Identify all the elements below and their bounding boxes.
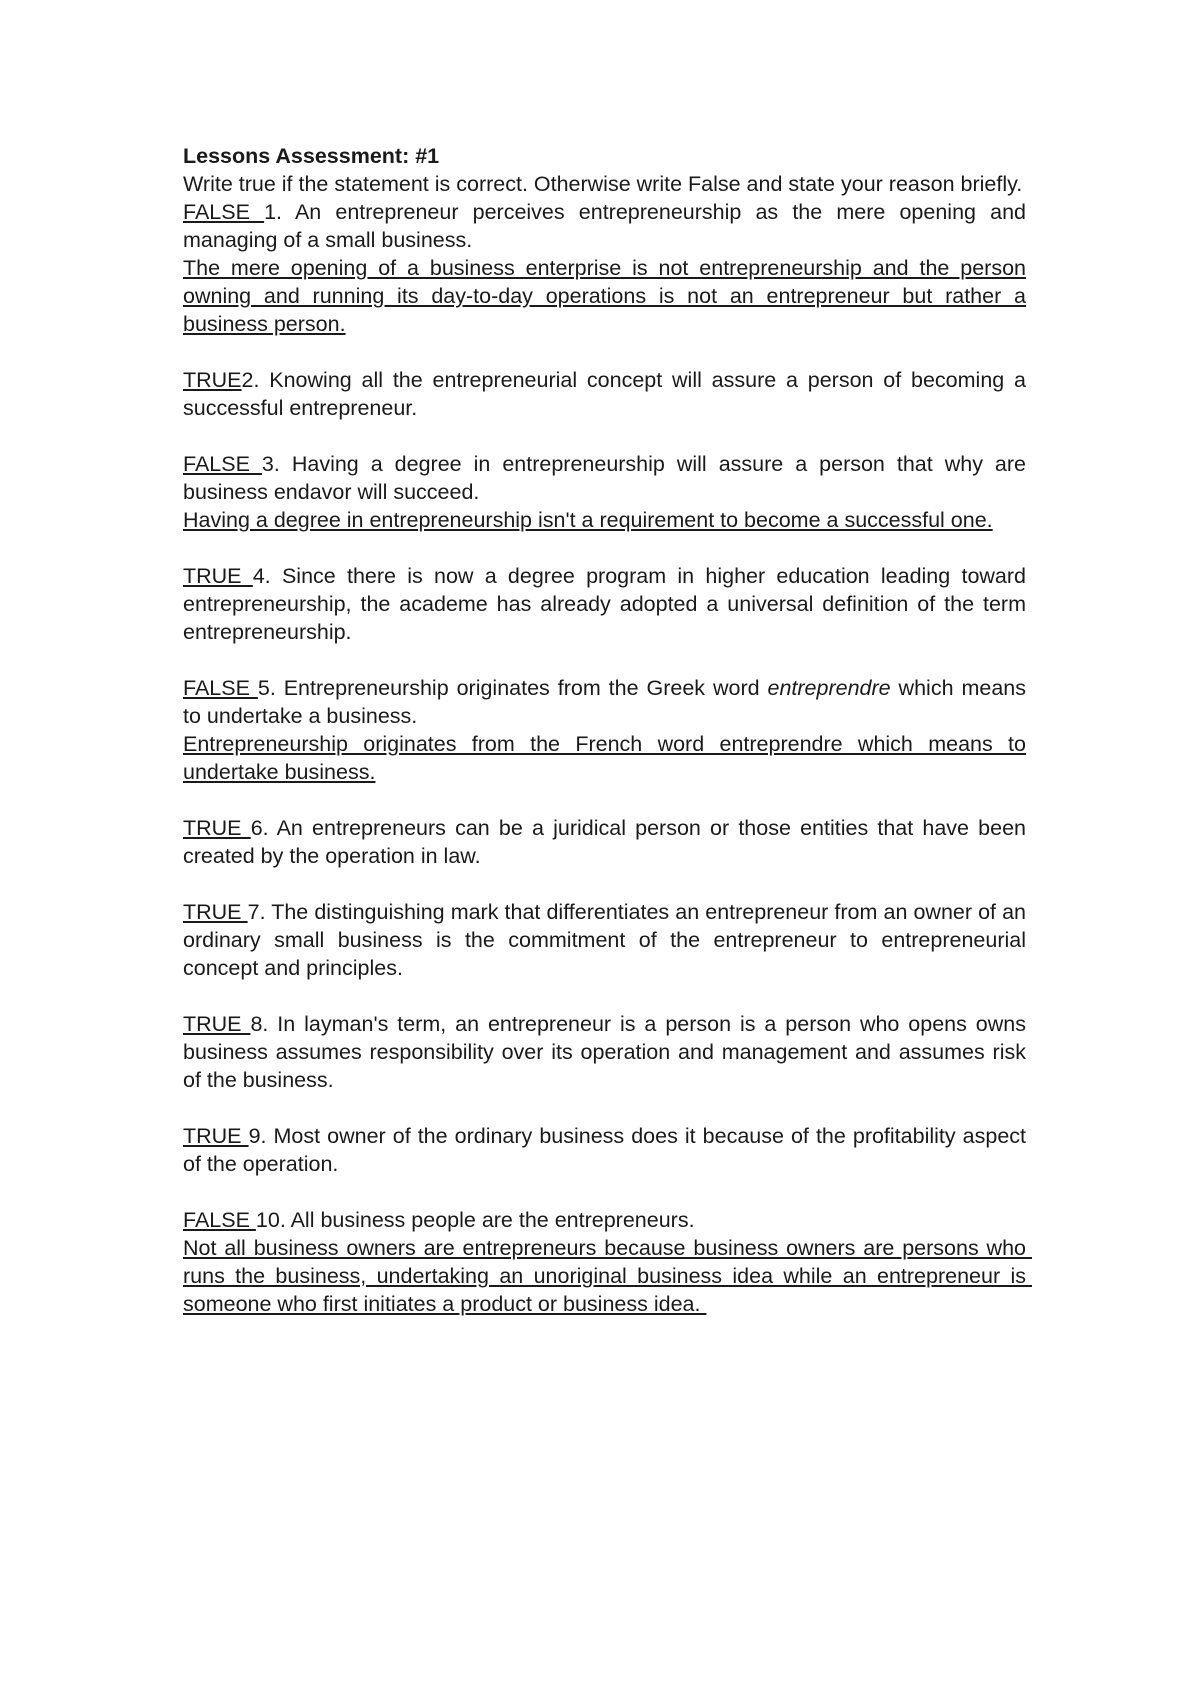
statement: 5. Entrepreneurship originates from the Greek word: [257, 676, 768, 700]
answer-label: TRUE: [183, 900, 248, 924]
question-10: [183, 1206, 1026, 1234]
question-item-2: [183, 366, 1026, 422]
question-2: [183, 366, 1026, 422]
question-9: [183, 1122, 1026, 1178]
reason: Entrepreneurship originates from the French word entreprendre which means to undertake business.: [183, 732, 1026, 784]
question-item-10: [183, 1206, 1032, 1318]
question-item-8: [183, 1010, 1026, 1094]
answer-label: TRUE: [183, 816, 251, 840]
answer-label: FALSE: [183, 1208, 256, 1232]
instructions: Write true if the statement is correct. Otherwise write False and state your reason briefly.: [183, 172, 1023, 196]
statement: 10. All business people are the entrepreneurs.: [255, 1208, 695, 1232]
reason: Not all business owners are entrepreneurs because business owners are persons who runs the business, undertaking an unoriginal business idea while an entrepreneur is someone who first initiates a product or business idea.: [183, 1236, 1032, 1316]
question-1: [183, 198, 1026, 254]
answer-label: FALSE: [183, 452, 262, 476]
statement: 6. An entrepreneurs can be a juridical person or those entities that have been created by the operation in law.: [183, 816, 1026, 868]
question-item-6: [183, 814, 1026, 870]
page-title: Lessons Assessment: #1: [183, 144, 440, 168]
question-item-7: [183, 898, 1026, 982]
statement-end: which means to undertake a business.: [183, 676, 1026, 728]
question-7: [183, 898, 1026, 982]
statement: 2. Knowing all the entrepreneurial concept will assure a person of becoming a successful entrepreneur.: [183, 368, 1026, 420]
statement: 1. An entrepreneur perceives entrepreneurship as the mere opening and managing of a small business.: [183, 200, 1026, 252]
question-item-1: [183, 198, 1026, 338]
question-8: [183, 1010, 1026, 1094]
question-5: [183, 674, 1026, 730]
reason: Having a degree in entrepreneurship isn't a requirement to become a successful one.: [183, 508, 993, 532]
statement: 8. In layman's term, an entrepreneur is a person is a person who opens owns business assumes responsibility over its operation and management and assumes risk of the business.: [183, 1012, 1027, 1092]
question-item-9: [183, 1122, 1026, 1178]
answer-label: TRUE: [183, 564, 253, 588]
statement: 3. Having a degree in entrepreneurship will assure a person that why are business endavor will succeed.: [183, 452, 1027, 504]
statement-italic-word: entreprendre: [767, 676, 891, 700]
statement: 7. The distinguishing mark that differentiates an entrepreneur from an owner of an ordinary small business is the commitment of the entrepreneur to entrepreneurial concept and principles.: [183, 900, 1027, 980]
question-item-5: [183, 674, 1026, 786]
reason: The mere opening of a business enterprise is not entrepreneurship and the person owning and running its day-to-day operations is not an entrepreneur but rather a business person.: [183, 256, 1026, 336]
question-item-3: [183, 450, 1026, 534]
answer-label: TRUE: [183, 1012, 251, 1036]
statement: 4. Since there is now a degree program in higher education leading toward entrepreneurship, the academe has already adopted a universal definition of the term entrepreneurship.: [183, 564, 1026, 644]
question-3: [183, 450, 1026, 506]
question-4: [183, 562, 1026, 646]
assessment-document: [183, 142, 1032, 1346]
question-item-4: [183, 562, 1026, 646]
answer-label: TRUE: [183, 368, 242, 392]
answer-label: TRUE: [183, 1124, 249, 1148]
answer-label: FALSE: [183, 676, 258, 700]
answer-label: FALSE: [183, 200, 265, 224]
question-6: [183, 814, 1026, 870]
statement: 9. Most owner of the ordinary business does it because of the profitability aspect of the operation.: [183, 1124, 1027, 1176]
